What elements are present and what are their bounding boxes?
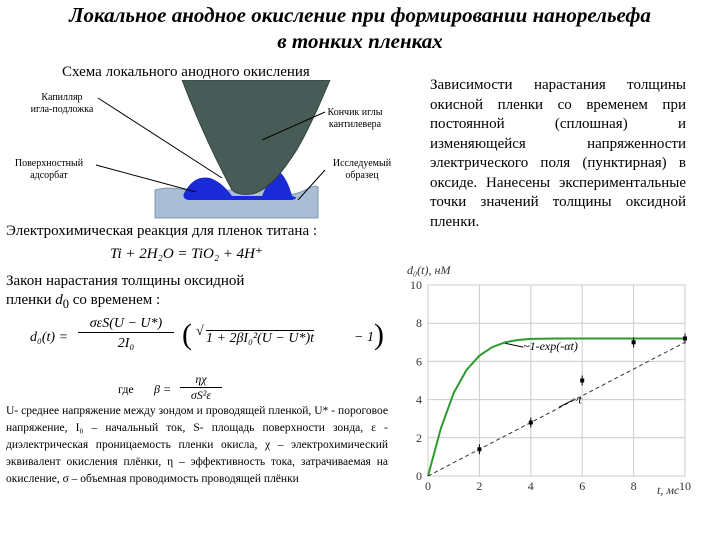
title-line-1: Локальное анодное окисление при формировании нанорельефа xyxy=(69,3,651,27)
scheme-title: Схема локального анодного окисления xyxy=(62,64,310,80)
y-tick-label: 0 xyxy=(416,469,422,483)
plot-area xyxy=(428,285,685,476)
y-axis-label: d₀(t), нМ xyxy=(407,263,451,277)
data-point xyxy=(580,379,584,383)
x-tick-label: 8 xyxy=(630,479,637,493)
annotation-exp: ~1-exp(-αt) xyxy=(523,338,578,353)
x-axis-label: t, мс xyxy=(657,483,680,497)
formula-denominator: 2I₀ xyxy=(117,336,135,351)
x-tick-label: 6 xyxy=(579,479,586,493)
sample-label: Исследуемый образец xyxy=(332,158,392,181)
annotation-linear: ~t xyxy=(571,392,582,407)
data-point xyxy=(477,447,481,451)
capillary-label: Капилляр игла-подложка xyxy=(30,92,94,115)
data-point xyxy=(632,340,636,344)
y-tick-label: 4 xyxy=(416,392,422,407)
data-point xyxy=(529,421,533,425)
x-tick-label: 2 xyxy=(476,479,483,493)
reaction-title: Электрохимическая реакция для пленок титана : xyxy=(6,223,318,239)
tip-label: Кончик иглы кантилевера xyxy=(327,107,383,130)
oxide-thickness-chart xyxy=(395,258,715,500)
chart-caption: Зависимости нарастания толщины окисной пленки со временем при постоянной (сплошная) и изменяющейся напряженности электрического поля (пунктирная) в оксиде. Нанесены экспериментальные точки значений толщины оксидной пленки. xyxy=(430,77,686,230)
x-tick-label: 10 xyxy=(679,479,691,493)
title-line-2: в тонких пленках xyxy=(277,29,443,53)
formula-tail: − 1 xyxy=(354,330,374,345)
y-tick-label: 8 xyxy=(416,316,422,331)
adsorbate-label: Поверхностный адсорбат xyxy=(14,158,84,181)
data-point xyxy=(683,336,687,340)
reaction-equation: Ti + 2H₂O = TiO₂ + 4H⁺ xyxy=(110,246,263,262)
law-text: Закон нарастания толщины оксидной пленки $d_0$ со временем : xyxy=(6,273,245,311)
x-tick-label: 0 xyxy=(425,479,431,493)
y-tick-label: 2 xyxy=(416,430,422,445)
y-tick-label: 6 xyxy=(416,354,422,369)
y-tick-label: 10 xyxy=(410,278,422,292)
formula-root-term: 1 + 2βI₀²(U − U*)t xyxy=(206,331,315,346)
formula-numerator: σεS(U − U*) xyxy=(78,316,174,333)
formula-lhs: d₀(t) = xyxy=(30,330,69,345)
page-title xyxy=(0,2,720,54)
x-tick-label: 4 xyxy=(527,479,534,493)
variable-legend: U- среднее напряжение между зондом и проводящей пленкой, U* - пороговое напряжение, I₀ – начальный ток, S- площадь поверхности зонда, ε - диэлектрическая проницаемость пленки окисла, χ – электрохимический эквивалент окисления плёнки, η – эффективность тока, затрачиваемая на окисление, σ – объемная проводимость проводящей плёнки xyxy=(6,405,388,485)
cantilever-tip xyxy=(182,80,330,195)
